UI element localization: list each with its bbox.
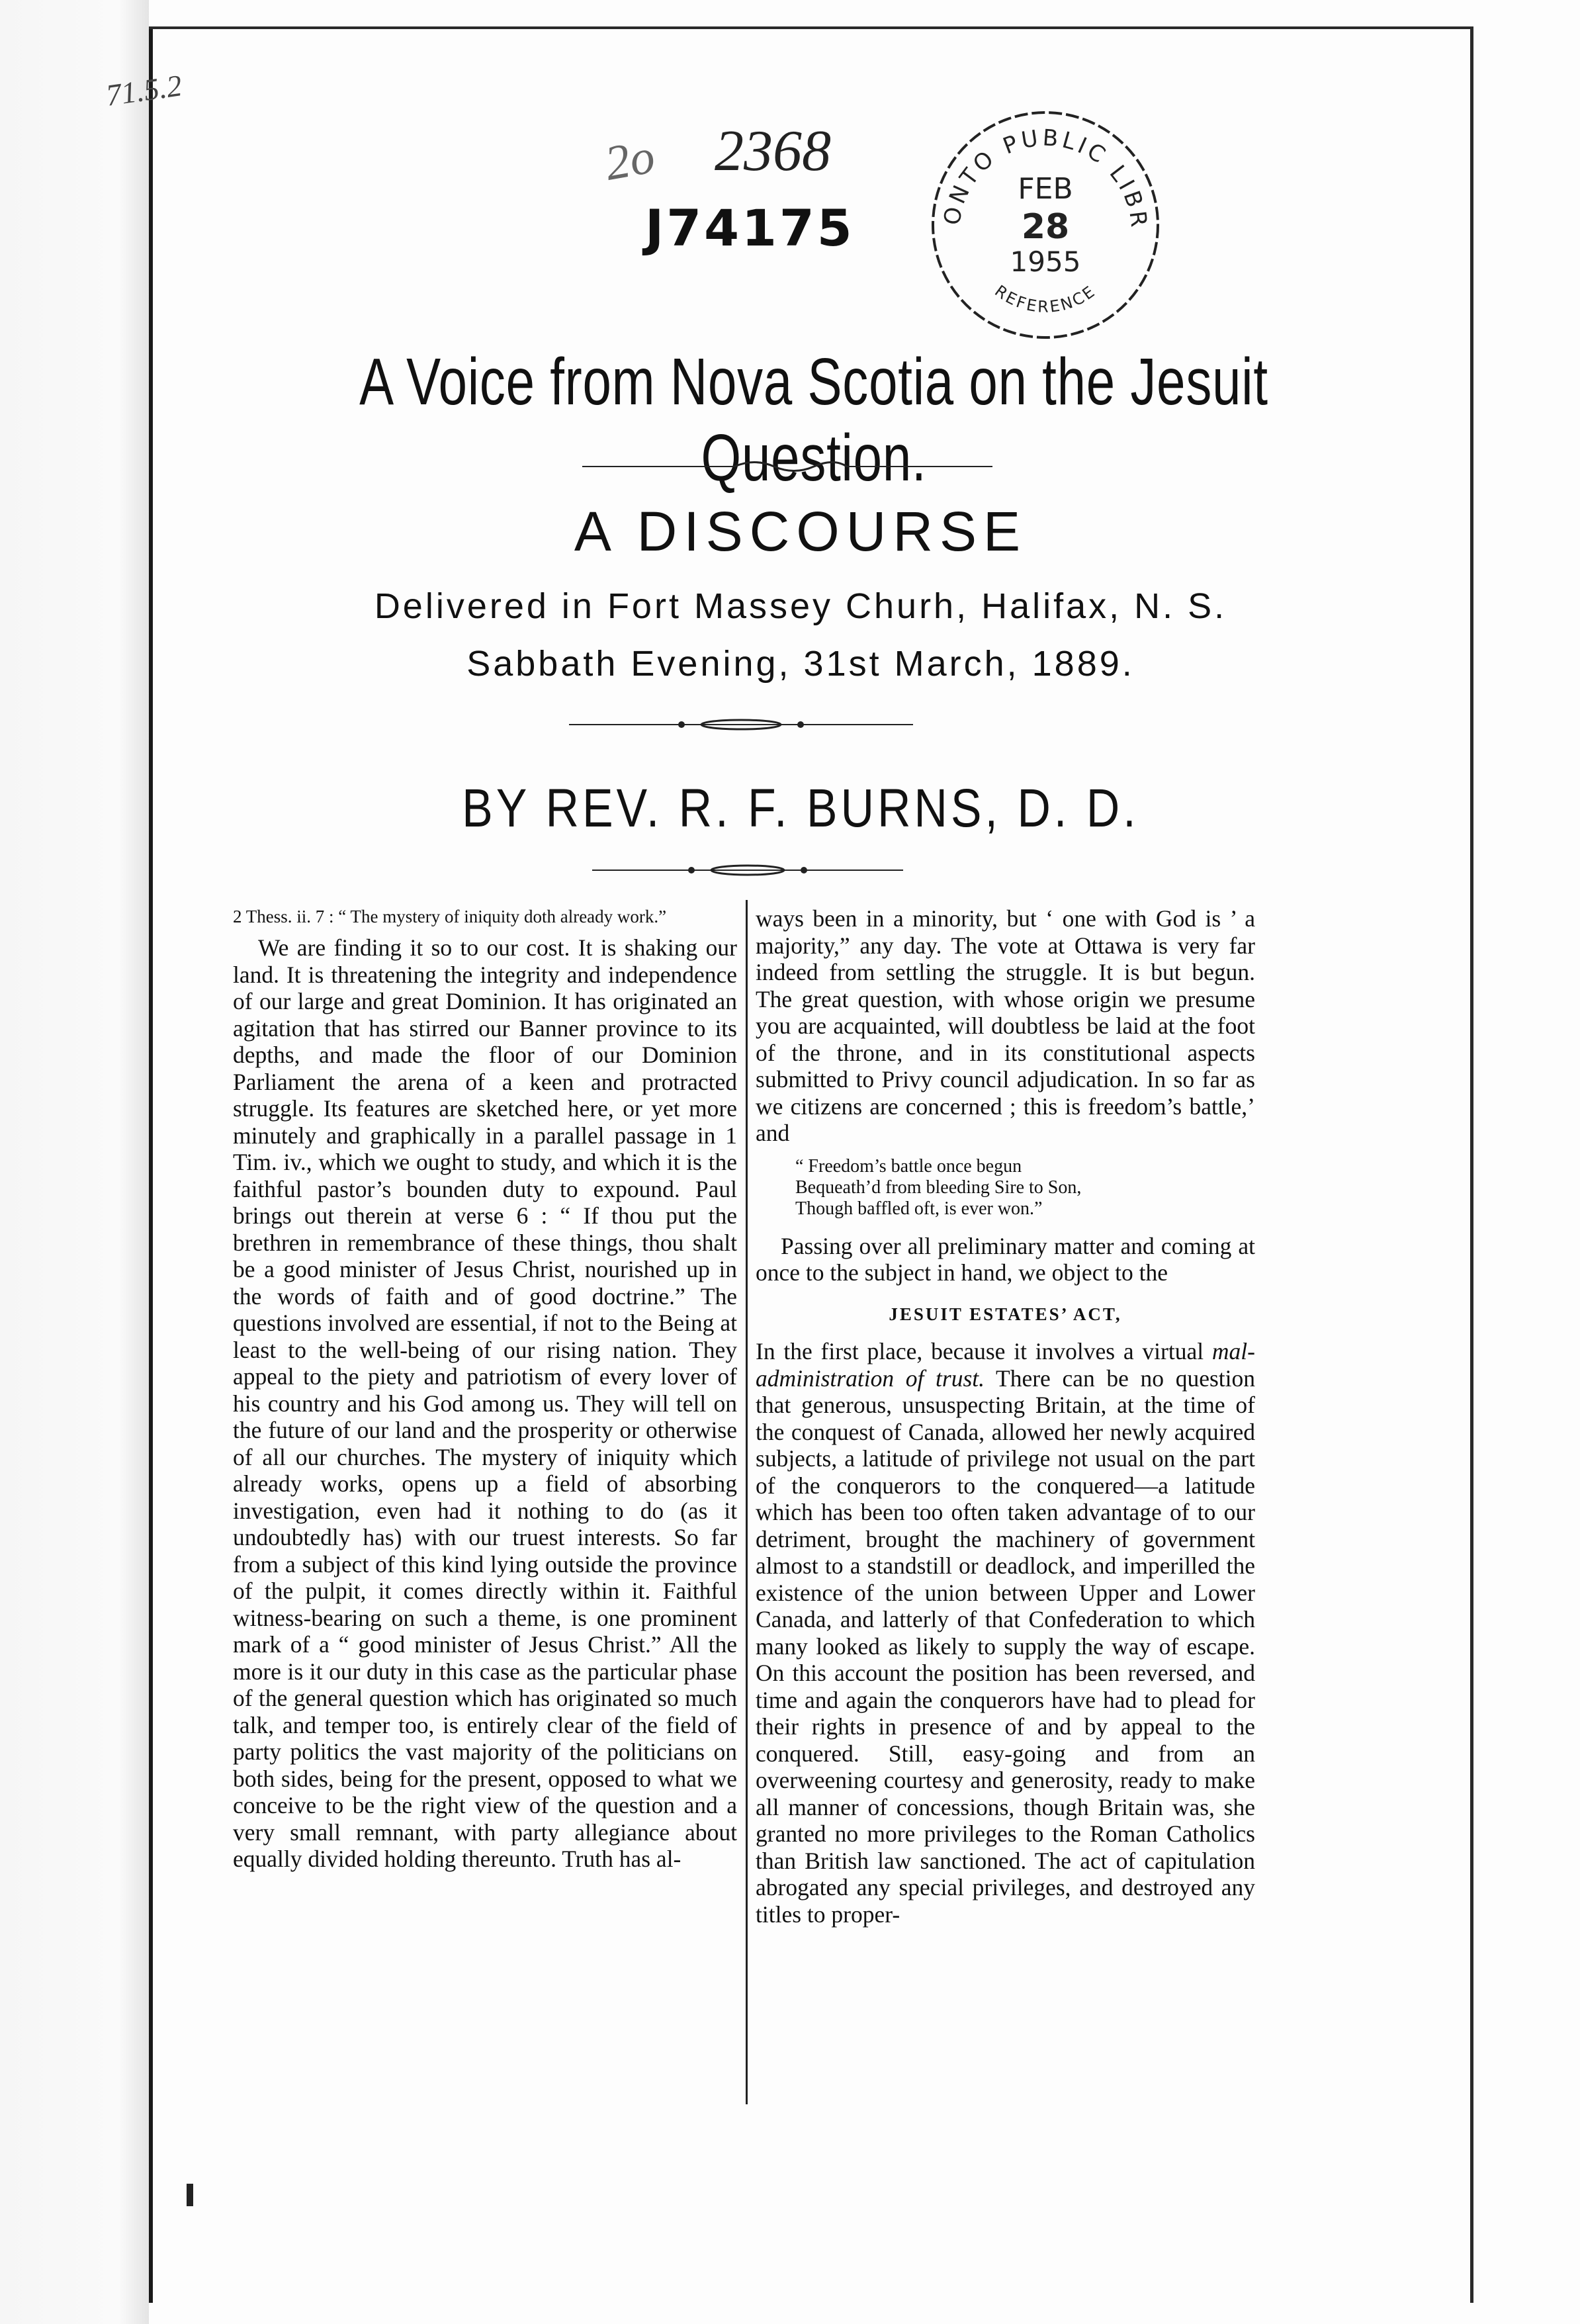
right-column-paragraph-2: Passing over all preliminary matter and coming at once to the subject in hand, we object to the (756, 1232, 1255, 1286)
paragraph-3-lead: In the first place, because it involves a virtual (756, 1338, 1212, 1364)
stamp-month: FEB (1018, 172, 1073, 206)
poem-line-3: Though baffled oft, is ever won.” (795, 1198, 1043, 1219)
stamp-outer-text: ONTO PUBLIC LIBR (938, 124, 1153, 231)
author-byline: BY REV. R. F. BURNS, D. D. (462, 778, 1139, 838)
main-title: A Voice from Nova Scotia on the Jesuit Question. (359, 345, 1268, 495)
accession-number-stamp: J74175 (645, 199, 855, 257)
stamp-bottom-text: REFERENCE (991, 281, 1100, 316)
stamp-circle-graphic (920, 99, 1171, 351)
corner-handwritten-number: 71.5.2 (104, 68, 184, 112)
paragraph-3-body: There can be no question that generous, unsuspecting Britain, at the time of the conquest of Canada, allowed her newly acquired subjects, a latitude of privilege not usual on the part of the conquerors to the conquered—a latitude which has been too often taken advantage of to our detriment, brought the machinery of government almost to a standstill or deadlock, and imperilled the existence of the union between Upper and Lower Canada, and latterly of that Confederation to which many looked as likely to supply the way of escape. On this account the position has been reversed, and time and again the conquerors have had to plead for their rights in presence of and by appeal to the conquered. Still, easy-going and from an overweening courtesy and generosity, ready to make all manner of concessions, though Britain was, she granted no more privileges to the Roman Catholics than British law sanctioned. The act of capitulation abrogated any special privileges, and destroyed any titles to proper- (756, 1364, 1255, 1928)
page-right-edge (1470, 26, 1473, 2303)
column-divider (746, 900, 748, 2104)
svg-text:REFERENCE (991, 281, 1099, 316)
ornamental-rule-top (582, 457, 992, 476)
page-left-edge (149, 26, 153, 2303)
page-top-edge (149, 26, 1472, 29)
poem-quotation (795, 1156, 1255, 1220)
ornamental-rule-lower (592, 860, 903, 880)
poem-line-2: Bequeath’d from bleeding Sire to Son, (795, 1177, 1082, 1198)
ornamental-rule-middle (569, 715, 913, 735)
scripture-epigraph: 2 Thess. ii. 7 : “ The mystery of iniquity doth already work.” (233, 907, 667, 926)
left-text-column (233, 905, 737, 1873)
right-text-column (756, 905, 1255, 1928)
library-date-stamp (920, 99, 1171, 351)
right-column-paragraph-3 (756, 1338, 1255, 1928)
stamp-day: 28 (1021, 207, 1070, 247)
left-column-paragraph: We are finding it so to our cost. It is shaking our land. It is threatening the integrity and independence of our large and great Dominion. It has originated an agitation that has stirred our Banner province to its depths, and made the floor of our Dominion Parliament the arena of a keen and protracted struggle. Its features are sketched here, or yet more minutely and graphically in a parallel passage in 1 Tim. iv., which we ought to study, and which it is the faithful pastor’s bounden duty to expound. Paul brings out therein at verse 6 : “ If thou put the brethren in remembrance of these things, thou shalt be a good minister of Jesus Christ, nourished up in the words of faith and of good doctrine.” The questions involved are essential, if not to the Being at least to the well-being of our rising nation. They appeal to the piety and patriotism of every lover of his country and his God among us. They will tell on the future of our land and the prosperity or otherwise of all our churches. The mystery of iniquity which already works, opens up a field of absorbing investigation, even had it nothing to do (as it undoubtedly has) with our truest interests. So far from a subject of this kind lying outside the province of the pulpit, it comes directly within it. Faithful witness-bearing on such a theme, is one prominent mark of a “ good minister of Jesus Christ.” All the more is it our duty in this case as the particular phase of the general question which has originated so much talk, and temper too, is entirely clear of the field of party politics the vast majority of the politicians on both sides, being for the present, opposed to what we conceive to be the right view of the question and a very small remnant, with party allegiance about equally divided holding thereunto. Truth has al- (233, 934, 737, 1872)
section-heading-jesuit-estates-act: JESUIT ESTATES’ ACT, (889, 1304, 1122, 1324)
handwritten-reference-number: 2368 (715, 119, 831, 183)
discourse-heading: A DISCOURSE (574, 500, 1028, 562)
handwritten-prefix: 2o (601, 129, 659, 191)
delivered-line: Delivered in Fort Massey Churh, Halifax, N. S. (374, 586, 1227, 626)
poem-line-1: “ Freedom’s battle once begun (795, 1155, 1022, 1177)
binding-gutter (0, 0, 149, 2324)
bottom-margin-mark (187, 2184, 193, 2206)
stamp-year: 1955 (1010, 246, 1081, 278)
paragraph-3-italic-phrase: mal-administration of trust. (756, 1338, 1255, 1392)
right-column-paragraph-1: ways been in a minority, but ‘ one with God is ’ a majority,” any day. The vote at Ottawa is very far indeed from settling the struggle. It is but begun. The great question, with whose origin we presume you are acquainted, will doubtless be laid at the foot of the throne, and in its constitutional aspects submitted to Privy council adjudication. In so far as we citizens are concerned ; this is freedom’s battle,’ and (756, 905, 1255, 1146)
sabbath-date-line: Sabbath Evening, 31st March, 1889. (466, 644, 1135, 684)
